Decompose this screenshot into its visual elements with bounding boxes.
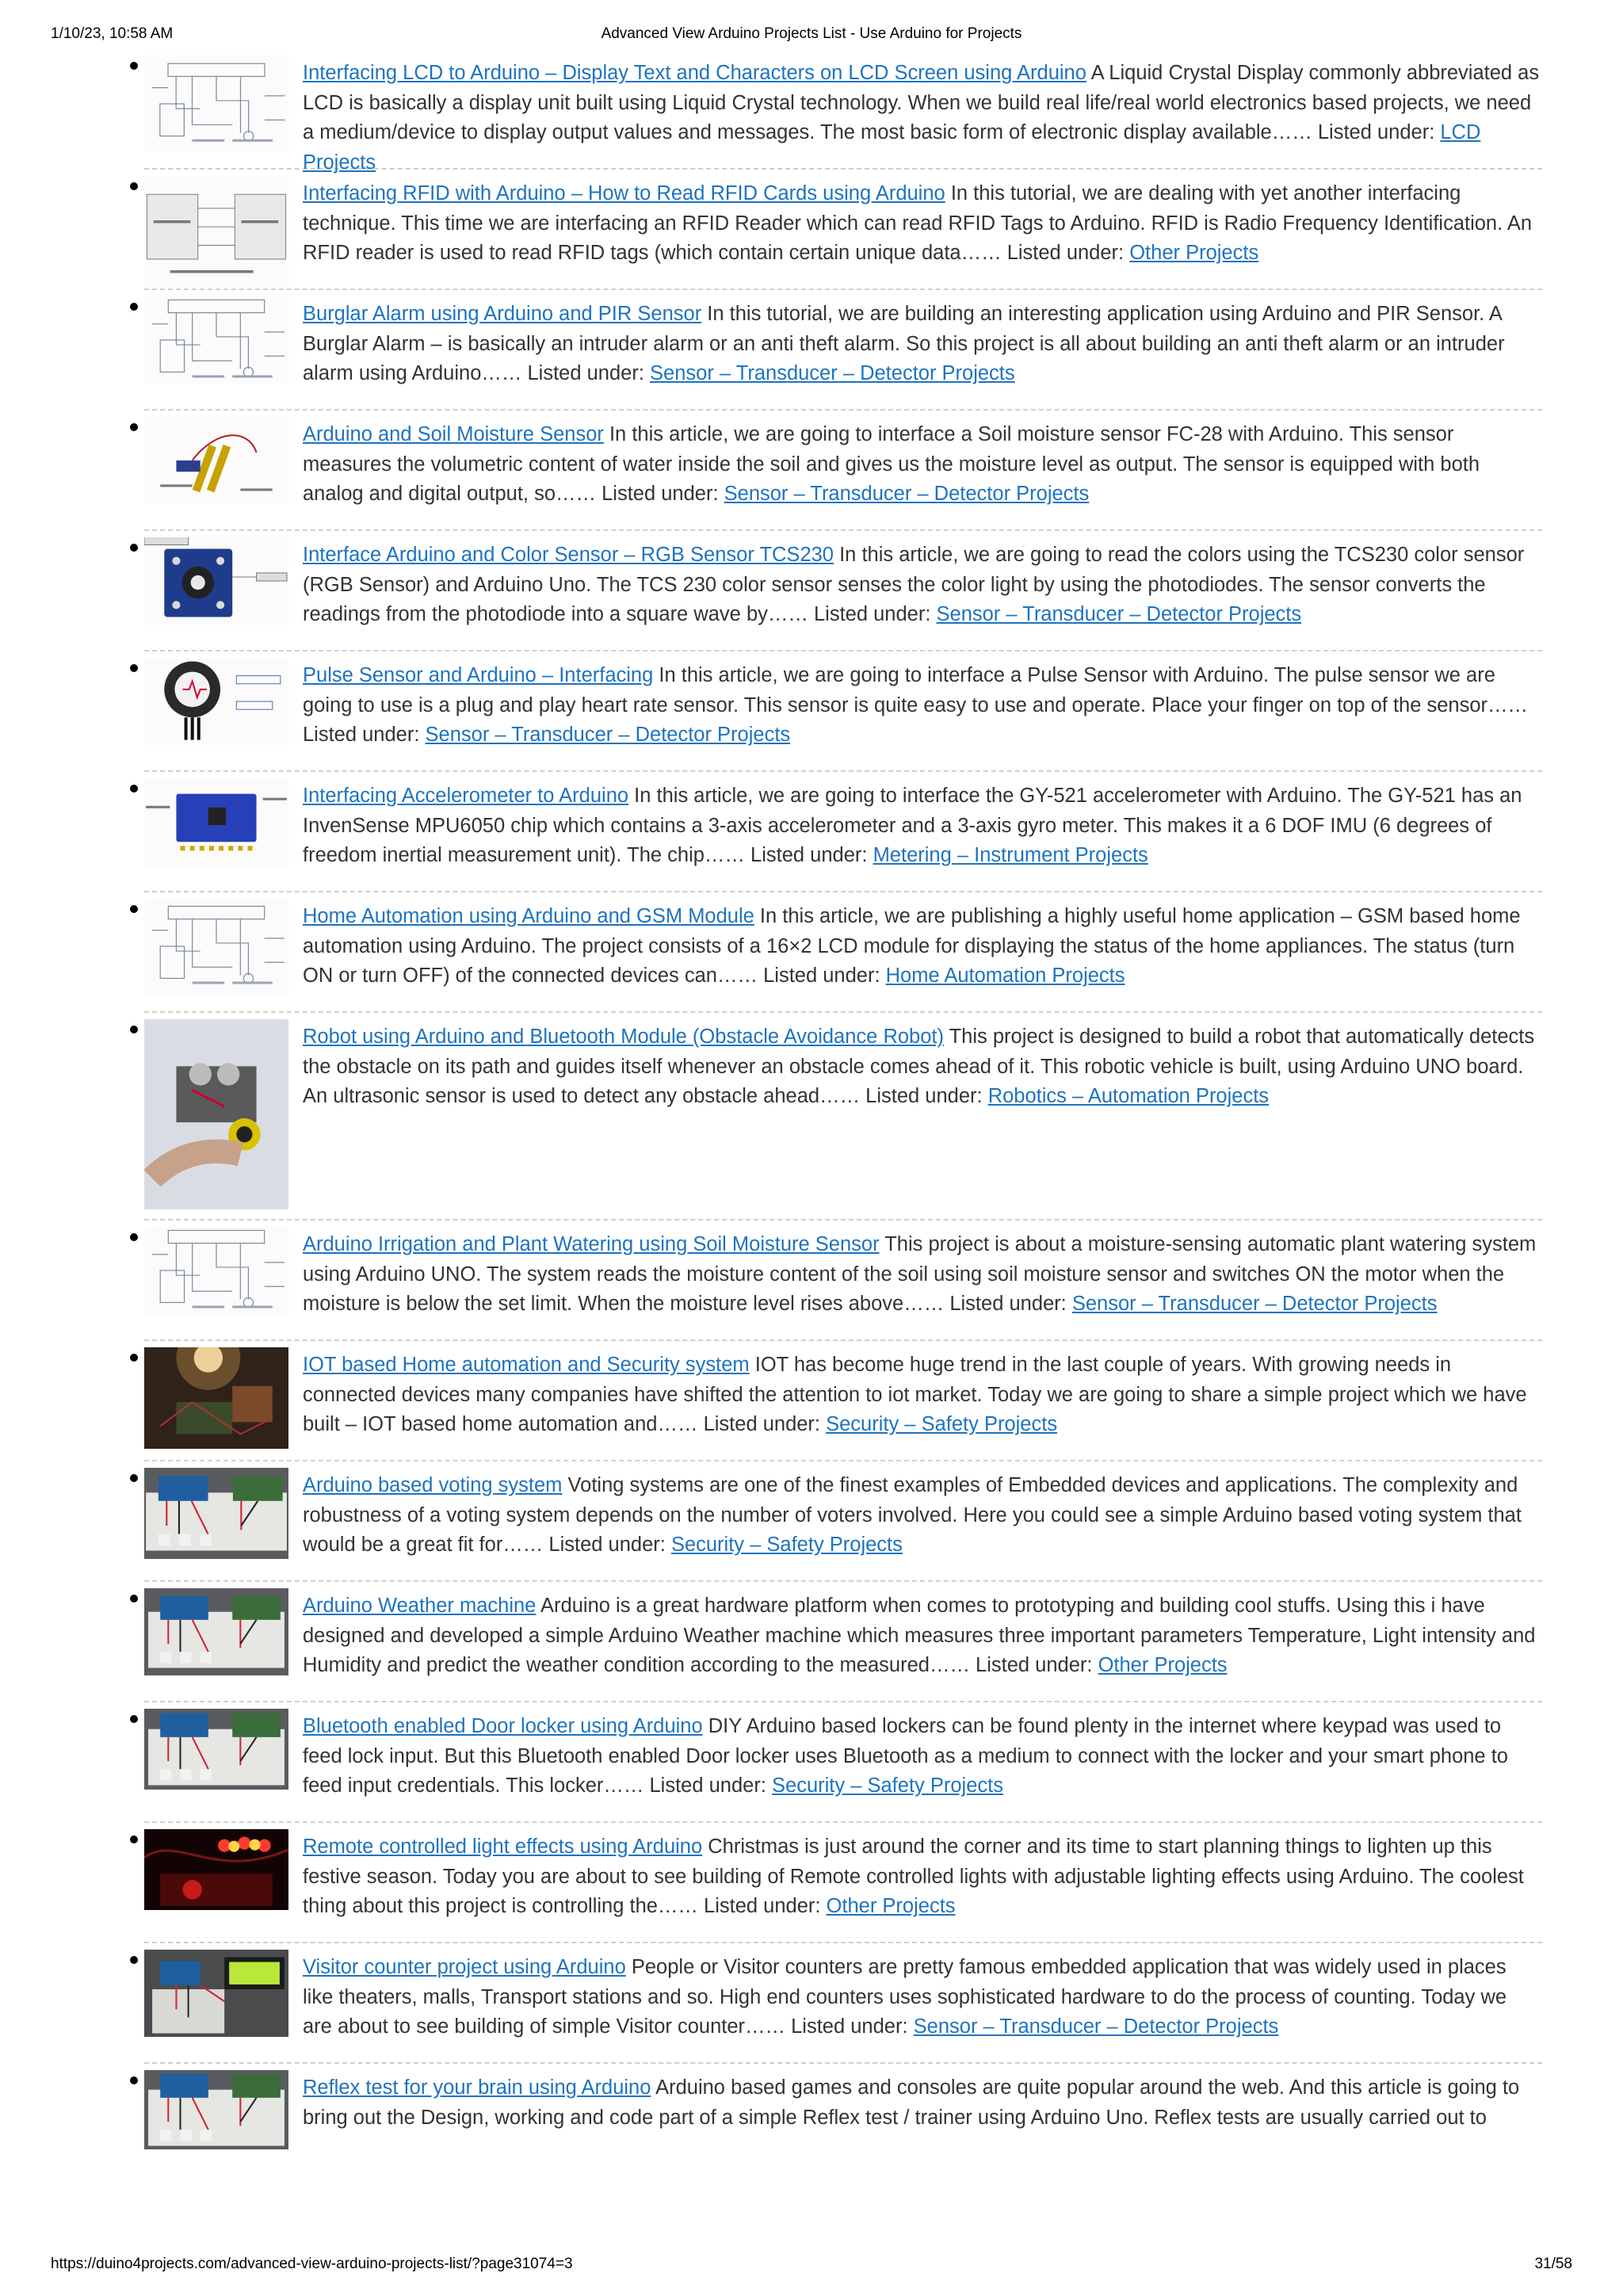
project-description: This project is about a moisture-sensing automatic plant watering system using Arduino UNO. The system reads the moisture content of the soil using soil moisture sensor and switches ON the motor when the moisture is below the set limit. When the moisture level rises above……: [303, 1233, 1537, 1315]
print-footer: [51, 2256, 1572, 2278]
project-title-link[interactable]: Interfacing Accelerometer to Arduino: [303, 785, 629, 807]
bullet-icon: [130, 182, 138, 190]
project-entry-text: [303, 1582, 1541, 1681]
list-item: [144, 1461, 1542, 1582]
category-link[interactable]: Security – Safety Projects: [772, 1775, 1003, 1797]
category-link[interactable]: Sensor – Transducer – Detector Projects: [936, 603, 1302, 625]
thumbnail-image: [144, 1019, 288, 1209]
project-description: Christmas is just around the corner and its time to start planning things to lighten up this festive season. Today you are about to see building of Remote controlled lights with adjustable lighting effects using Arduino. The coolest thing about this project is controlling the……: [303, 1836, 1524, 1917]
project-entry-text: [303, 411, 1541, 510]
listed-under-label: Listed under:: [703, 1413, 821, 1435]
list-item: [144, 1823, 1542, 1943]
project-entry-text: [303, 892, 1541, 991]
category-link[interactable]: LCD Projects: [303, 121, 1481, 174]
project-entry-text: [303, 531, 1541, 630]
listed-under-label: Listed under:: [763, 965, 880, 987]
print-datetime: 1/10/23, 10:58 AM: [51, 25, 174, 42]
project-description: In this article, we are going to read the colors using the TCS230 color sensor (RGB Sensor) and Arduino Uno. The TCS 230 color sensor senses the color light by using the photodiodes. The sensor converts the readings from the photodiode into a square wave by……: [303, 544, 1525, 625]
bullet-icon: [130, 1233, 138, 1241]
thumbnail-image: [144, 55, 288, 152]
thumbnail-image: [144, 1829, 288, 1910]
list-item: [144, 49, 1542, 174]
project-description: In this article, we are going to interface the GY-521 accelerometer with Arduino. The GY-521 has an InvenSense MPU6050 chip which contains a 3-axis accelerometer and a 3-axis gyro meter. This makes it a 6 DOF IMU (6 degrees of freedom inertial measurement unit). The chip……: [303, 785, 1522, 866]
list-item: [144, 1582, 1542, 1702]
project-title-link[interactable]: IOT based Home automation and Security system: [303, 1354, 750, 1376]
listed-under-label: Listed under:: [1006, 242, 1125, 264]
project-description: In this article, we are going to interface a Soil moisture sensor FC-28 with Arduino. This sensor measures the volumetric content of water inside the soil and gives us the moisture level as output. The sensor is equipped with both analog and digital output, so……: [303, 423, 1480, 505]
print-url: https://duino4projects.com/advanced-view-arduino-projects-list/?page31074=3: [51, 2256, 573, 2272]
project-thumbnail[interactable]: [144, 1829, 288, 1910]
project-entry-text: [303, 1461, 1541, 1561]
thumbnail-image: [144, 417, 288, 504]
thumbnail-image: [144, 176, 288, 287]
category-link[interactable]: Sensor – Transducer – Detector Projects: [650, 362, 1015, 384]
project-description: In this article, we are publishing a highly useful home application – GSM based home automation using Arduino. The project consists of a 16×2 LCD module for displaying the status of the home appliances. The status (turn ON or turn OFF) of the connected devices can……: [303, 905, 1521, 987]
listed-under-label: Listed under:: [750, 844, 868, 866]
category-link[interactable]: Home Automation Projects: [885, 965, 1125, 987]
list-item: [144, 2064, 1542, 2149]
bullet-icon: [130, 1474, 138, 1482]
listed-under-label: Listed under:: [791, 2015, 908, 2038]
project-entry-text: [303, 1943, 1541, 2042]
project-entry-text: [303, 170, 1541, 269]
project-entry-text: [303, 1221, 1541, 1320]
bullet-icon: [130, 1595, 138, 1603]
project-thumbnail[interactable]: [144, 296, 288, 384]
list-item: [144, 1221, 1542, 1341]
listed-under-label: Listed under:: [303, 724, 420, 746]
list-item: [144, 651, 1542, 772]
category-link[interactable]: Security – Safety Projects: [670, 1534, 903, 1556]
category-link[interactable]: Security – Safety Projects: [826, 1413, 1058, 1435]
project-thumbnail[interactable]: [144, 1019, 288, 1209]
project-entry-text: [303, 2064, 1541, 2133]
listed-under-label: Listed under:: [976, 1654, 1093, 1676]
category-link[interactable]: Sensor – Transducer – Detector Projects: [425, 724, 791, 746]
project-title-link[interactable]: Home Automation using Arduino and GSM Module: [303, 905, 754, 927]
category-link[interactable]: Metering – Instrument Projects: [873, 844, 1148, 866]
thumbnail-image: [144, 2070, 288, 2149]
project-description: Voting systems are one of the finest examples of Embedded devices and applications. The complexity and robustness of a voting system depends on the number of voters involved. Here you could see a simple Arduino based voting system that would be a great fit for……: [303, 1474, 1522, 1556]
list-item: [144, 531, 1542, 651]
bullet-icon: [130, 62, 138, 70]
category-link[interactable]: Other Projects: [826, 1895, 956, 1917]
thumbnail-image: [144, 899, 288, 994]
project-thumbnail[interactable]: [144, 899, 288, 994]
project-title-link[interactable]: Robot using Arduino and Bluetooth Module (Obstacle Avoidance Robot): [303, 1026, 944, 1048]
category-link[interactable]: Other Projects: [1129, 242, 1259, 264]
project-thumbnail[interactable]: [144, 1950, 288, 2037]
thumbnail-image: [144, 1709, 288, 1790]
project-description: In this tutorial, we are dealing with yet another interfacing technique. This time we are interfacing an RFID Reader which can read RFID Tags to Arduino. RFID is Radio Frequency Identification. An RFID reader is used to read RFID tags (which contain certain unique data……: [303, 182, 1533, 264]
category-link[interactable]: Robotics – Automation Projects: [987, 1085, 1270, 1107]
project-entry-text: [303, 1013, 1541, 1112]
project-description: Arduino is a great hardware platform when comes to prototyping and building cool stuffs. Using this i have designed and developed a simple Arduino Weather machine which measures three important parameters Temperature, Light intensity and Humidity and predict the weather condition according to the measured……: [303, 1595, 1536, 1676]
project-thumbnail[interactable]: [144, 1588, 288, 1675]
thumbnail-image: [144, 1227, 288, 1314]
bullet-icon: [130, 905, 138, 913]
bullet-icon: [130, 785, 138, 793]
project-description: This project is designed to build a robot that automatically detects the obstacle on its path and guides itself whenever an obstacle comes ahead of it. This robotic vehicle is built, using Arduino UNO board. An ultrasonic sensor is used to detect any obstacle ahead……: [303, 1026, 1535, 1107]
listed-under-label: Listed under:: [865, 1085, 983, 1107]
bullet-icon: [130, 1836, 138, 1843]
list-item: [144, 1702, 1542, 1823]
project-list: [0, 49, 1623, 2149]
project-thumbnail[interactable]: [144, 537, 288, 625]
project-title-link[interactable]: Burglar Alarm using Arduino and PIR Sensor: [303, 303, 702, 325]
print-page-title: Advanced View Arduino Projects List - Use Arduino for Projects: [601, 25, 1022, 42]
project-title-link[interactable]: Reflex test for your brain using Arduino: [303, 2076, 651, 2099]
category-link[interactable]: Sensor – Transducer – Detector Projects: [913, 2015, 1279, 2038]
bullet-icon: [130, 1956, 138, 1964]
list-item: [144, 1013, 1542, 1221]
project-description: In this article, we are going to interface a Pulse Sensor with Arduino. The pulse sensor we are going to use is a plug and play heart rate sensor. This sensor is quite easy to use and operate. Place your finger on top of the sensor……: [303, 664, 1529, 716]
project-title-link[interactable]: Arduino based voting system: [303, 1474, 563, 1496]
project-title-link[interactable]: Arduino Irrigation and Plant Watering using Soil Moisture Sensor: [303, 1233, 880, 1255]
list-item: [144, 892, 1542, 1013]
project-thumbnail[interactable]: [144, 417, 288, 504]
project-title-link[interactable]: Bluetooth enabled Door locker using Arduino: [303, 1715, 703, 1737]
project-title-link[interactable]: Arduino Weather machine: [303, 1595, 537, 1617]
thumbnail-image: [144, 296, 288, 384]
listed-under-label: Listed under:: [548, 1534, 666, 1556]
project-description: In this tutorial, we are building an interesting application using Arduino and PIR Sensor. A Burglar Alarm – is basically an intruder alarm or an anti theft alarm. So this project is all about building an anti theft alarm or an intruder alarm using Arduino……: [303, 303, 1505, 384]
thumbnail-image: [144, 1468, 288, 1559]
project-thumbnail[interactable]: [144, 1347, 288, 1449]
project-thumbnail[interactable]: [144, 55, 288, 152]
project-description: DIY Arduino based lockers can be found plenty in the internet where keypad was used to feed lock input. But this Bluetooth enabled Door locker uses Bluetooth as a medium to connect with the locker and your smart phone to feed input credentials. This locker……: [303, 1715, 1508, 1797]
thumbnail-image: [144, 658, 288, 745]
project-description: IOT has become huge trend in the last couple of years. With growing needs in connected devices many companies have shifted the attention to iot market. Today we are going to share a simple project which we have built – IOT based home automation and……: [303, 1354, 1527, 1435]
bullet-icon: [130, 303, 138, 311]
print-header: [51, 25, 1572, 48]
project-description: People or Visitor counters are pretty famous embedded application that was widely used in places like theaters, malls, Transport stations and so. High end counters uses sophisticated hardware to do the process of counting. Today we are about to see building of simple Visitor counter……: [303, 1956, 1507, 2038]
project-title-link[interactable]: Interfacing LCD to Arduino – Display Text and Characters on LCD Screen using Arduino: [303, 62, 1086, 84]
project-description: Arduino based games and consoles are quite popular around the web. And this article is going to bring out the Design, working and code part of a simple Reflex test / trainer using Arduino Uno. Reflex tests are usually carried out to: [303, 2076, 1520, 2129]
project-title-link[interactable]: Interface Arduino and Color Sensor – RGB Sensor TCS230: [303, 544, 834, 566]
project-entry-text: [303, 1341, 1541, 1440]
thumbnail-image: [144, 1347, 288, 1449]
bullet-icon: [130, 664, 138, 672]
project-thumbnail[interactable]: [144, 658, 288, 745]
project-description: A Liquid Crystal Display commonly abbreviated as LCD is basically a display unit built using Liquid Crystal technology. When we build real life/real world electronics based projects, we need a medium/device to display output values and messages. The most basic form of electronic display available……: [303, 62, 1540, 143]
bullet-icon: [130, 2076, 138, 2084]
list-item: [144, 170, 1542, 290]
bullet-icon: [130, 423, 138, 431]
project-title-link[interactable]: Interfacing RFID with Arduino – How to Read RFID Cards using Arduino: [303, 182, 945, 204]
category-link[interactable]: Other Projects: [1098, 1654, 1228, 1676]
project-thumbnail[interactable]: [144, 1227, 288, 1314]
category-link[interactable]: Sensor – Transducer – Detector Projects: [724, 483, 1090, 505]
project-entry-text: [303, 290, 1541, 389]
project-thumbnail[interactable]: [144, 778, 288, 865]
listed-under-label: Listed under:: [1317, 121, 1435, 143]
list-item: [144, 1341, 1542, 1461]
listed-under-label: Listed under:: [601, 483, 719, 505]
project-entry-text: [303, 1702, 1541, 1801]
category-link[interactable]: Sensor – Transducer – Detector Projects: [1071, 1293, 1438, 1315]
project-thumbnail[interactable]: [144, 1468, 288, 1559]
project-entry-text: [303, 651, 1541, 751]
listed-under-label: Listed under:: [704, 1895, 821, 1917]
project-entry-text: [303, 772, 1541, 871]
project-thumbnail[interactable]: [144, 2070, 288, 2149]
thumbnail-image: [144, 537, 288, 625]
bullet-icon: [130, 1715, 138, 1723]
list-item: [144, 290, 1542, 411]
thumbnail-image: [144, 1950, 288, 2037]
project-thumbnail[interactable]: [144, 176, 288, 287]
list-item: [144, 772, 1542, 892]
listed-under-label: Listed under:: [949, 1293, 1067, 1315]
project-thumbnail[interactable]: [144, 1709, 288, 1790]
thumbnail-image: [144, 778, 288, 865]
project-title-link[interactable]: Visitor counter project using Arduino: [303, 1956, 626, 1978]
project-entry-text: [303, 49, 1541, 178]
bullet-icon: [130, 544, 138, 552]
listed-under-label: Listed under:: [649, 1775, 766, 1797]
list-item: [144, 411, 1542, 531]
project-title-link[interactable]: Pulse Sensor and Arduino – Interfacing: [303, 664, 654, 686]
thumbnail-image: [144, 1588, 288, 1675]
project-title-link[interactable]: Arduino and Soil Moisture Sensor: [303, 423, 604, 445]
project-title-link[interactable]: Remote controlled light effects using Arduino: [303, 1836, 703, 1858]
bullet-icon: [130, 1354, 138, 1362]
listed-under-label: Listed under:: [527, 362, 644, 384]
project-entry-text: [303, 1823, 1541, 1922]
list-item: [144, 1943, 1542, 2064]
listed-under-label: Listed under:: [813, 603, 931, 625]
bullet-icon: [130, 1026, 138, 1033]
print-page-number: 31/58: [1534, 2256, 1572, 2272]
